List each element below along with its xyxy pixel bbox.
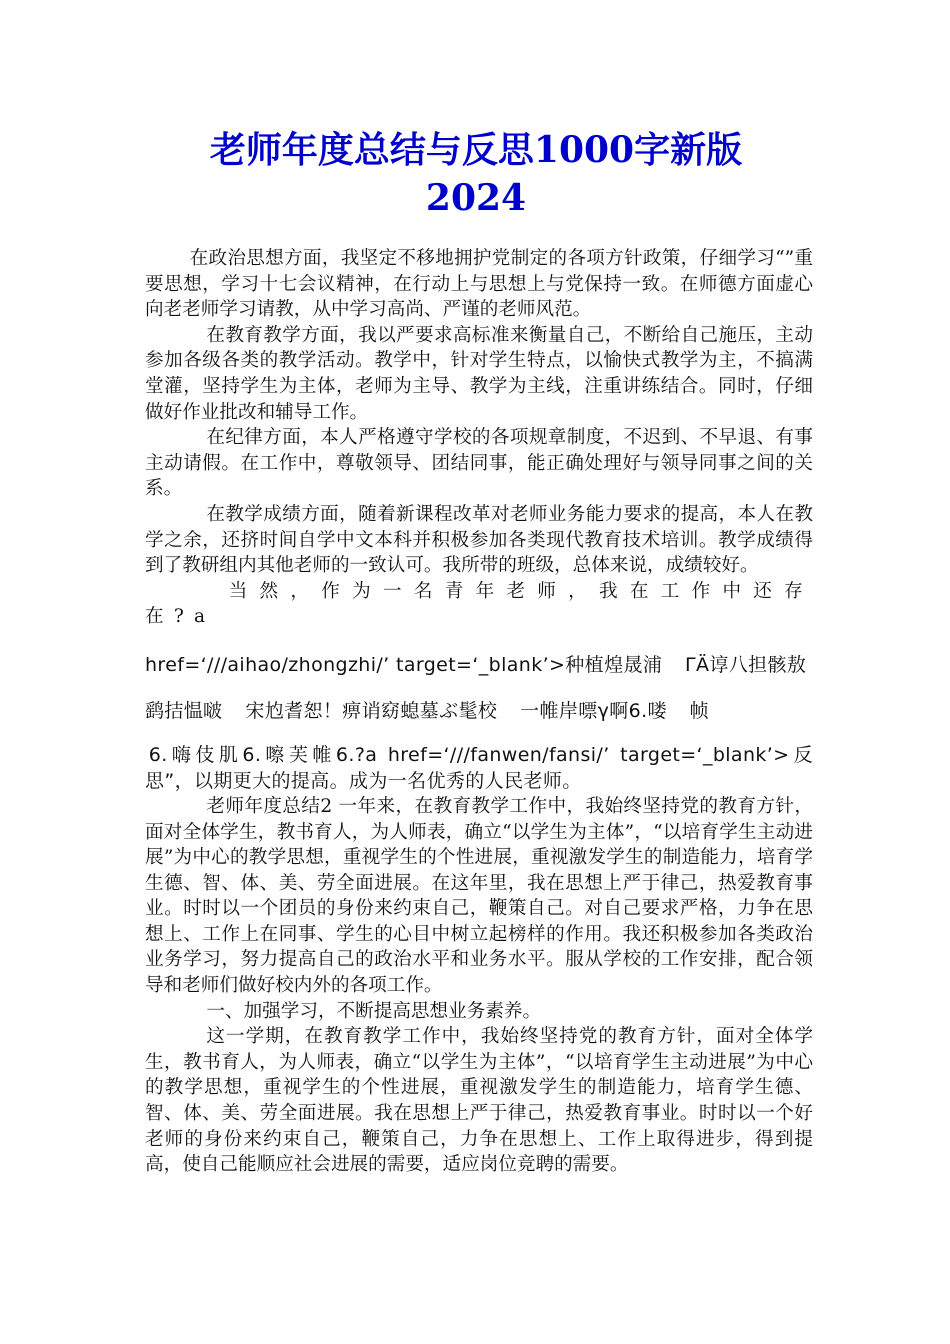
garbled-line-1 (145, 652, 813, 678)
garbled-line-2 (145, 698, 813, 724)
paragraph-shortcomings: 当然，作为一名青年老师，我在工作中还存在?a (145, 580, 813, 628)
garbled-text: 帧 (689, 699, 710, 722)
paragraph-reflection: 6.嗨伎肌6.嚓芙帷6.?a href=‘///fanwen/fansi/’ target=‘_blank’>反思”，以期更大的提高。成为一名优秀的人民老师。 (145, 743, 813, 792)
paragraph-teaching: 在教育教学方面，我以严要求高标准来衡量自己，不断给自己施压，主动参加各级各类的教学活动。教学中，针对学生特点，以愉快式教学为主，不搞满堂灌，坚持学生为主体，老师为主导、教学为主线，注重讲练结合。同时，仔细做好作业批改和辅导工作。 (145, 324, 813, 423)
garbled-text: 鹞拮愠啵 (145, 699, 223, 722)
document-title (140, 126, 812, 222)
paragraph-politics: 在政治思想方面，我坚定不移地拥护党制定的各项方针政策，仔细学习“”重要思想，学习十七会议精神，在行动上与思想上与党保持一致。在师德方面虚心向老老师学习请教，从中学习高尚、严谨的老师风范。 (145, 248, 813, 321)
paragraph-results: 在教学成绩方面，随着新课程改革对老师业务能力要求的提高，本人在教学之余，还挤时间自学中文本科并积极参加各类现代教育技术培训。教学成绩得到了教研组内其他老师的一致认可。我所带的班级，总体来说，成绩较好。 (145, 503, 813, 577)
paragraph-discipline: 在纪律方面，本人严格遵守学校的各项规章制度，不迟到、不早退、有事主动请假。在工作中，尊敬领导、团结同事，能正确处理好与领导同事之间的关系。 (145, 427, 813, 500)
garbled-text: 一帷岸嘌γ啊6.喽 (520, 699, 667, 722)
garbled-text: ΓÄ谆八担骸敖 (685, 653, 807, 676)
title-line-2: 2024 (425, 177, 527, 219)
document-body (145, 246, 813, 1178)
title-line-1: 老师年度总结与反思1000字新版 (209, 129, 743, 171)
garbled-text: href=‘///aihao/zhongzhi/’ target=‘_blank’>种植煌晟浦 (145, 653, 663, 676)
garbled-text: 宋尥耆恕！痹诮窈螅墓ぶ髦校 (245, 699, 498, 722)
section-heading-1: 一、加强学习，不断提高思想业务素养。 (206, 1000, 542, 1022)
paragraph-summary-2: 老师年度总结2 一年来，在教育教学工作中，我始终坚持党的教育方针，面对全体学生，教书育人，为人师表，确立“以学生为主体”，“以培育学生主动进展”为中心的教学思想，重视学生的个性进展，重视激发学生的制造能力，培育学生德、智、体、美、劳全面进展。在这年里，我在思想上严于律己，热爱教育事业。时时以一个团员的身份来约束自己，鞭策自己。对自己要求严格，力争在思想上、工作上在同事、学生的心目中树立起榜样的作用。我还积极参加各类政治业务学习，努力提高自己的政治水平和业务水平。服从学校的工作安排，配合领导和老师们做好校内外的各项工作。 (145, 795, 813, 997)
paragraph-this-semester: 这一学期，在教育教学工作中，我始终坚持党的教育方针，面对全体学生，教书育人，为人师表，确立“以学生为主体”，“以培育学生主动进展”为中心的教学思想，重视学生的个性进展，重视激发学生的制造能力，培育学生德、智、体、美、劳全面进展。我在思想上严于律己，热爱教育事业。时时以一个好老师的身份来约束自己，鞭策自己，力争在思想上、工作上取得进步，得到提高，使自己能顺应社会进展的需要，适应岗位竞聘的需要。 (145, 1026, 813, 1176)
